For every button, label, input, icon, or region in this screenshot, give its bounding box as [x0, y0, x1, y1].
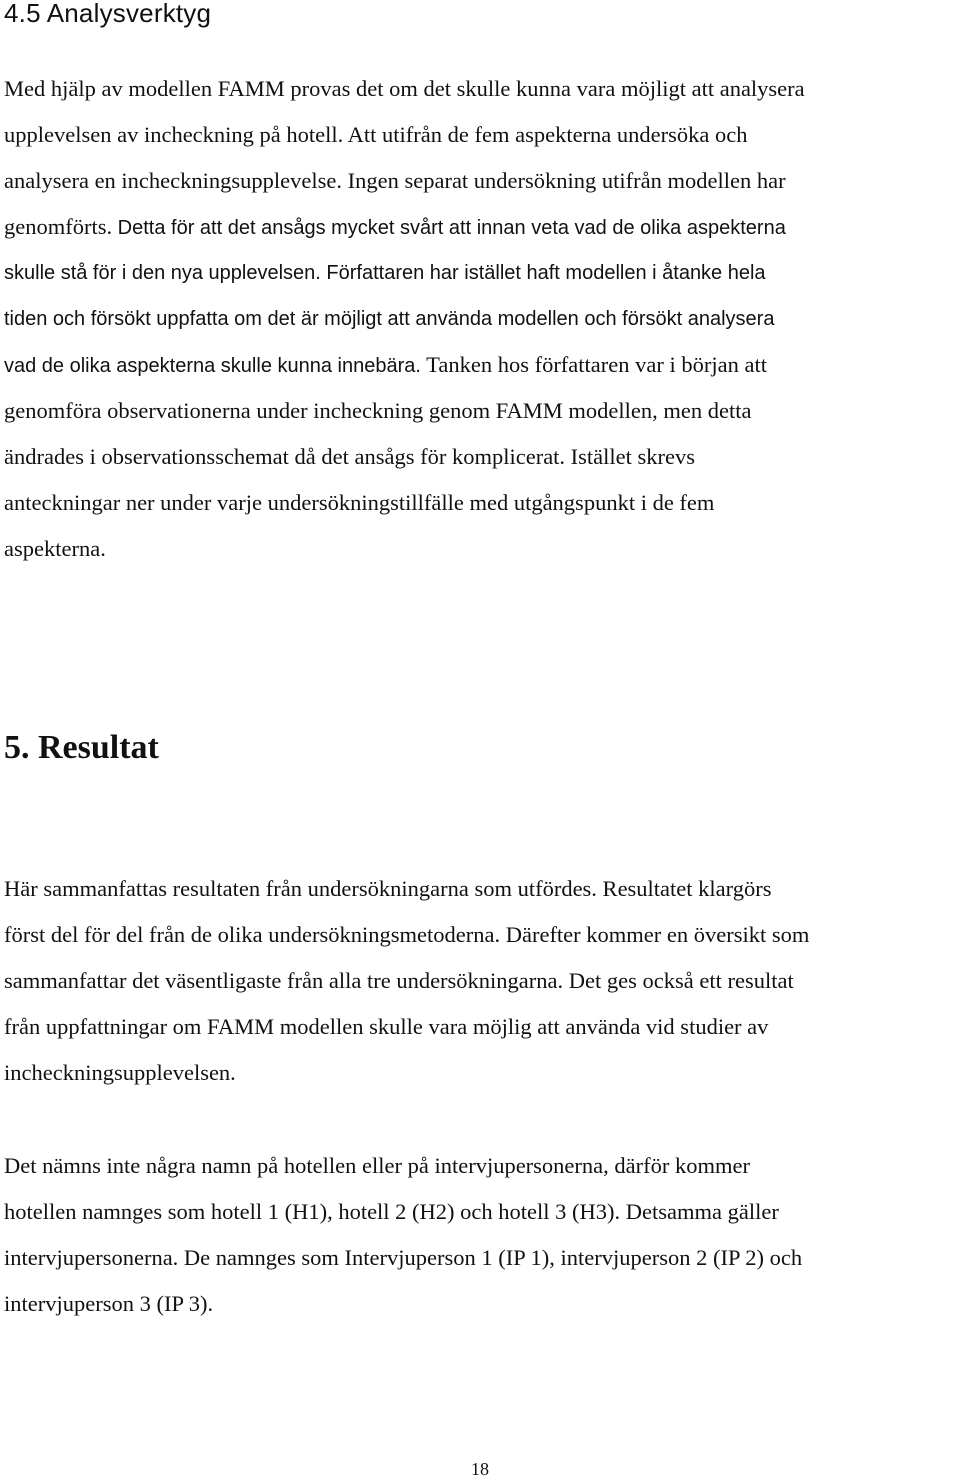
paragraph-resultat-names: [4, 1143, 960, 1327]
text-line: upplevelsen av incheckning på hotell. Att utifrån de fem aspekterna undersöka och: [4, 122, 748, 147]
text-line: Med hjälp av modellen FAMM provas det om det skulle kunna vara möjligt att analysera: [4, 76, 805, 101]
text-line: ändrades i observationsschemat då det ansågs för komplicerat. Istället skrevs: [4, 444, 696, 469]
text-line: först del för del från de olika undersökningsmetoderna. Därefter kommer en översikt som: [4, 922, 810, 947]
text-line: incheckningsupplevelsen.: [4, 1060, 236, 1085]
text-line: intervjupersonerna. De namnges som Intervjuperson 1 (IP 1), intervjuperson 2 (IP 2) och: [4, 1245, 803, 1270]
text-line: aspekterna.: [4, 536, 106, 561]
text-line: sammanfattar det väsentligaste från alla tre undersökningarna. Det ges också ett resultat: [4, 968, 794, 993]
text-line: genomföra observationerna under incheckning genom FAMM modellen, men detta: [4, 398, 752, 423]
text-line: tiden och försökt uppfatta om det är möjligt att använda modellen och försökt analysera: [4, 308, 775, 330]
page-number: 18: [471, 1459, 489, 1479]
section-heading-analysverktyg: 4.5 Analysverktyg: [4, 0, 212, 28]
text-line: intervjuperson 3 (IP 3).: [4, 1291, 214, 1316]
text-segment: Detta för att det ansågs mycket svårt att innan veta vad de olika aspekterna: [112, 217, 786, 239]
text-line: Det nämns inte några namn på hotellen eller på intervjupersonerna, därför kommer: [4, 1153, 750, 1178]
text-line: Här sammanfattas resultaten från undersökningarna som utfördes. Resultatet klargörs: [4, 876, 772, 901]
section-heading-resultat: 5. Resultat: [4, 729, 159, 766]
text-segment: Tanken hos författaren var i början att: [420, 352, 767, 377]
paragraph-analysverktyg: [4, 66, 960, 572]
text-line: [4, 342, 960, 388]
text-segment: genomförts.: [4, 214, 113, 239]
paragraph-resultat-intro: [4, 866, 960, 1096]
text-line: [4, 204, 960, 250]
text-line: anteckningar ner under varje undersökningstillfälle med utgångspunkt i de fem: [4, 490, 715, 515]
text-line: hotellen namnges som hotell 1 (H1), hotell 2 (H2) och hotell 3 (H3). Detsamma gäller: [4, 1199, 779, 1224]
text-line: analysera en incheckningsupplevelse. Ingen separat undersökning utifrån modellen har: [4, 168, 786, 193]
text-segment: vad de olika aspekterna skulle kunna innebära.: [4, 355, 421, 377]
text-line: från uppfattningar om FAMM modellen skulle vara möjlig att använda vid studier av: [4, 1014, 769, 1039]
text-line: skulle stå för i den nya upplevelsen. Författaren har istället haft modellen i åtanke hela: [4, 262, 766, 284]
